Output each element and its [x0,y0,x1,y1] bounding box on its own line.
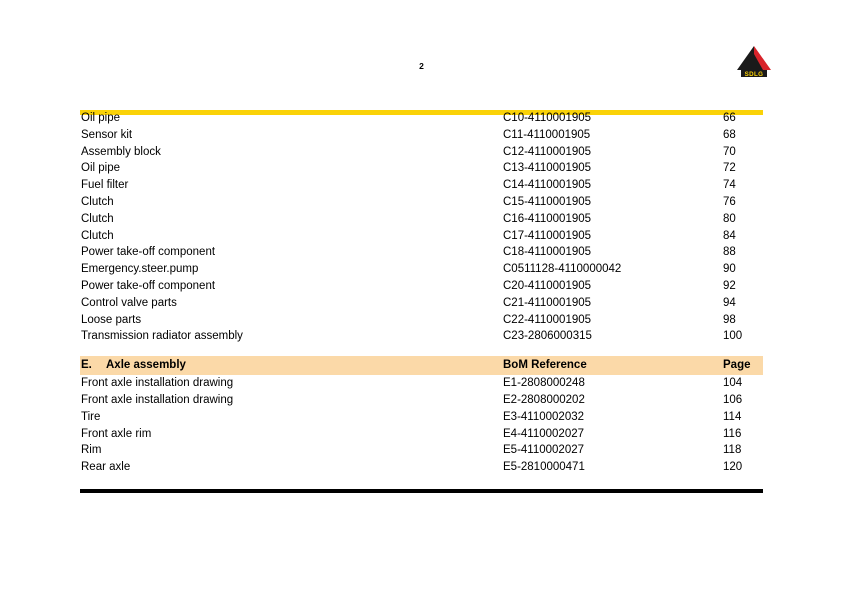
row-page: 70 [723,145,736,158]
row-reference: E1-2808000248 [503,377,585,390]
row-reference: C10-4110001905 [503,112,592,124]
row-name: Clutch [81,212,114,225]
row-page: 72 [723,162,736,175]
table-row[interactable] [80,409,763,426]
table-row[interactable] [80,177,763,194]
table-row[interactable] [80,127,763,144]
row-reference: C22-4110001905 [503,313,592,326]
row-page: 66 [723,112,736,124]
row-name: Front axle rim [81,427,152,440]
row-reference: E5-2810000471 [503,461,585,474]
row-name: Loose parts [81,313,142,326]
section-rows-group [80,375,763,476]
page-number: 2 [419,61,424,71]
row-reference: C16-4110001905 [503,212,592,225]
row-page: 76 [723,195,736,208]
row-page: 100 [723,330,743,343]
table-row[interactable] [80,278,763,295]
table-row[interactable] [80,426,763,443]
column-header-reference: BoM Reference [503,359,587,372]
row-page: 74 [723,179,736,192]
svg-text:SDLG: SDLG [744,70,764,78]
row-name: Front axle installation drawing [81,393,234,406]
row-name: Oil pipe [81,162,120,175]
table-row[interactable] [80,194,763,211]
row-name: Emergency.steer.pump [81,263,199,276]
row-reference: E5-4110002027 [503,444,584,457]
row-name: Power take-off component [81,246,216,259]
row-reference: C20-4110001905 [503,279,592,292]
row-page: 106 [723,393,743,406]
row-page: 68 [723,128,736,141]
table-row[interactable] [80,312,763,329]
table-row[interactable] [80,211,763,228]
table-row[interactable] [80,144,763,161]
row-page: 88 [723,246,736,259]
row-name: Assembly block [81,145,161,158]
row-name: Fuel filter [81,179,129,192]
row-page: 84 [723,229,736,242]
row-page: 98 [723,313,736,326]
table-row[interactable] [80,295,763,312]
row-name: Transmission radiator assembly [81,330,243,343]
row-name: Control valve parts [81,296,177,309]
table-row[interactable] [80,392,763,409]
row-reference: C13-4110001905 [503,162,592,175]
continued-rows-group [80,110,763,345]
row-page: 118 [723,444,742,457]
row-page: 116 [723,427,742,440]
row-reference: C18-4110001905 [503,246,592,259]
row-name: Power take-off component [81,279,216,292]
section-letter: E. [81,359,92,372]
table-row[interactable] [80,328,763,345]
row-page: 80 [723,212,736,225]
row-page: 104 [723,377,743,390]
row-name: Rim [81,444,102,457]
section-title: Axle assembly [106,359,186,372]
sdlg-logo-icon [733,45,775,78]
row-name: Tire [81,410,101,423]
row-reference: C23-2806000315 [503,330,592,343]
table-row[interactable] [80,459,763,476]
row-name: Clutch [81,195,114,208]
index-table [80,110,763,476]
row-reference: C15-4110001905 [503,195,592,208]
row-reference: E2-2808000202 [503,393,585,406]
row-reference: C17-4110001905 [503,229,592,242]
row-name: Rear axle [81,461,131,474]
row-page: 90 [723,263,736,276]
page-header [80,40,763,82]
row-reference: C14-4110001905 [503,179,592,192]
table-row[interactable] [80,110,763,127]
table-row[interactable] [80,228,763,245]
table-row[interactable] [80,244,763,261]
table-row[interactable] [80,375,763,392]
table-row[interactable] [80,442,763,459]
table-row[interactable] [80,160,763,177]
row-reference: C12-4110001905 [503,145,592,158]
row-reference: E3-4110002032 [503,410,584,423]
row-reference: E4-4110002027 [503,427,584,440]
footer-black-rule [80,489,763,493]
row-reference: C21-4110001905 [503,296,592,309]
column-header-page: Page [723,359,751,372]
row-name: Clutch [81,229,114,242]
row-page: 120 [723,461,743,474]
row-page: 94 [723,296,736,309]
row-reference: C11-4110001905 [503,128,591,141]
section-header-axle-assembly[interactable] [80,356,763,375]
row-reference: C0511128-4110000042 [503,263,622,276]
row-name: Sensor kit [81,128,133,141]
row-page: 92 [723,279,736,292]
row-page: 114 [723,410,742,423]
row-name: Front axle installation drawing [81,377,234,390]
row-name: Oil pipe [81,112,120,124]
table-row[interactable] [80,261,763,278]
